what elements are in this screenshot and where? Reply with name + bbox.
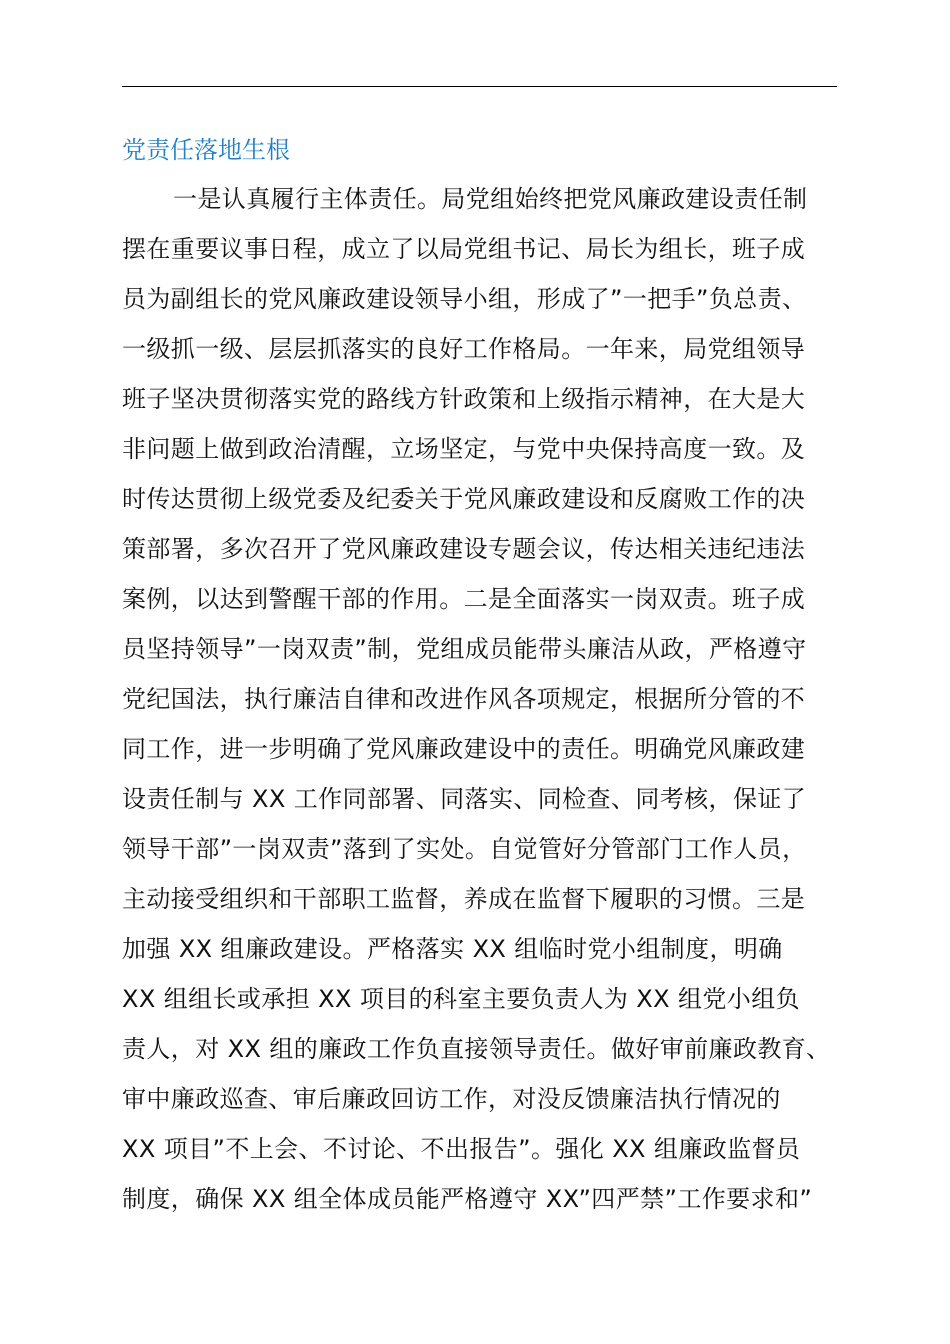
paragraph-line: 加强 XX 组廉政建设。严格落实 XX 组临时党小组制度，明确 <box>122 935 783 963</box>
paragraph-line: 设责任制与 XX 工作同部署、同落实、同检查、同考核，保证了 <box>122 785 807 813</box>
paragraph-line: 时传达贯彻上级党委及纪委关于党风廉政建设和反腐败工作的决 <box>122 485 806 513</box>
paragraph-line: 员坚持领导”一岗双责”制，党组成员能带头廉洁从政，严格遵守 <box>122 635 807 663</box>
body-paragraph <box>122 174 842 1224</box>
paragraph-line: 主动接受组织和干部职工监督，养成在监督下履职的习惯。三是 <box>122 885 806 913</box>
paragraph-line: 摆在重要议事日程，成立了以局党组书记、局长为组长，班子成 <box>122 235 806 263</box>
paragraph-line: 审中廉政巡查、审后廉政回访工作，对没反馈廉洁执行情况的 <box>122 1085 781 1113</box>
paragraph-line: 责人，对 XX 组的廉政工作负直接领导责任。做好审前廉政教育、 <box>122 1035 831 1063</box>
paragraph-line: 制度，确保 XX 组全体成员能严格遵守 XX”四严禁”工作要求和” <box>122 1185 813 1213</box>
header-rule <box>122 86 837 87</box>
paragraph-line: 一是认真履行主体责任。局党组始终把党风廉政建设责任制 <box>173 185 808 213</box>
section-heading: 党责任落地生根 <box>122 136 290 164</box>
paragraph-line: 策部署，多次召开了党风廉政建设专题会议，传达相关违纪违法 <box>122 535 806 563</box>
paragraph-line: 班子坚决贯彻落实党的路线方针政策和上级指示精神，在大是大 <box>122 385 806 413</box>
paragraph-line: 党纪国法，执行廉洁自律和改进作风各项规定，根据所分管的不 <box>122 685 806 713</box>
paragraph-line: 领导干部”一岗双责”落到了实处。自觉管好分管部门工作人员， <box>122 835 807 863</box>
paragraph-line: 案例，以达到警醒干部的作用。二是全面落实一岗双责。班子成 <box>122 585 806 613</box>
paragraph-line: 一级抓一级、层层抓落实的良好工作格局。一年来，局党组领导 <box>122 335 806 363</box>
paragraph-line: 员为副组长的党风廉政建设领导小组，形成了”一把手”负总责、 <box>122 285 807 313</box>
paragraph-line: XX 组组长或承担 XX 项目的科室主要负责人为 XX 组党小组负 <box>122 985 800 1013</box>
paragraph-line: 同工作，进一步明确了党风廉政建设中的责任。明确党风廉政建 <box>122 735 806 763</box>
paragraph-line: 非问题上做到政治清醒，立场坚定，与党中央保持高度一致。及 <box>122 435 806 463</box>
paragraph-line: XX 项目”不上会、不讨论、不出报告”。强化 XX 组廉政监督员 <box>122 1135 801 1163</box>
